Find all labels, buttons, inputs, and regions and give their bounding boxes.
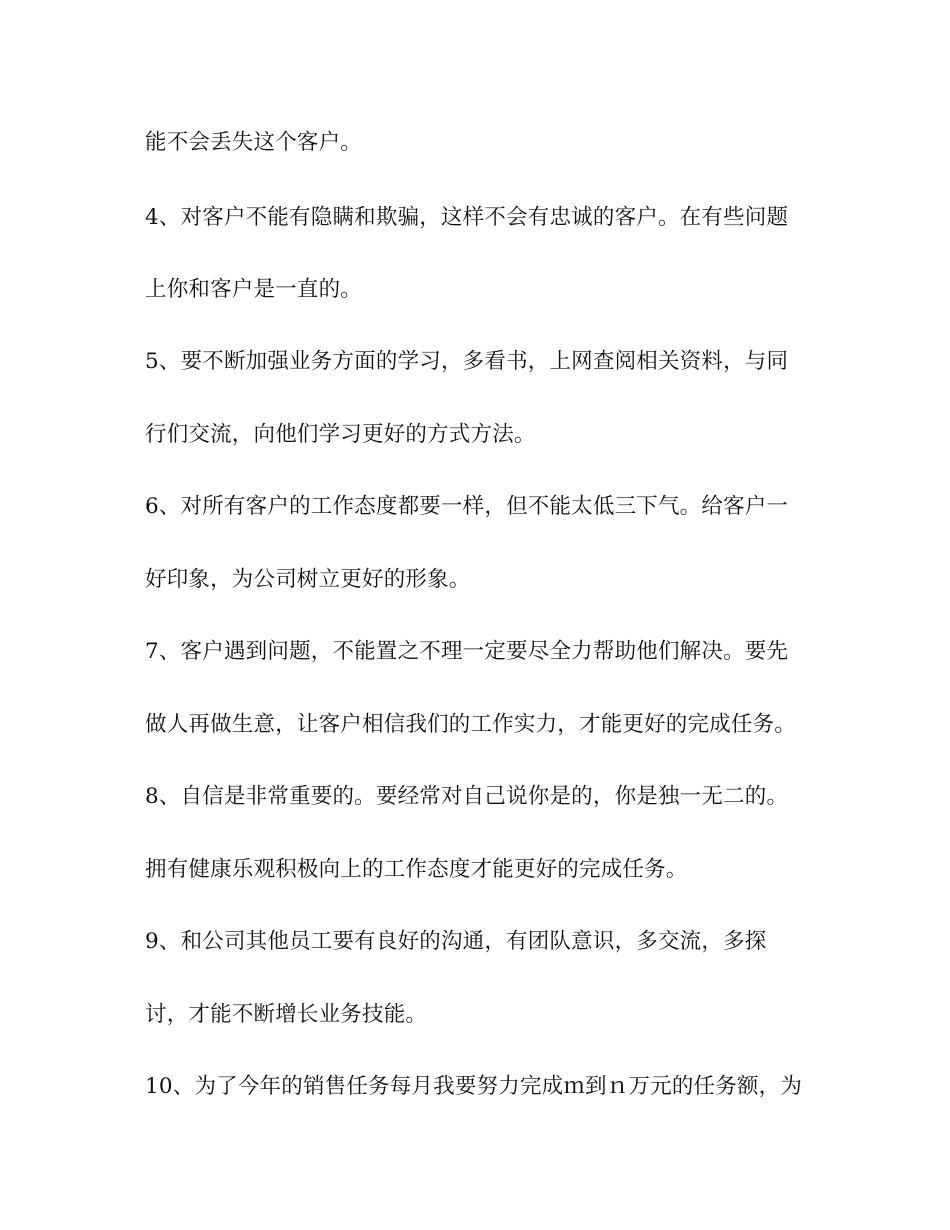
text-line: 10、为了今年的销售任务每月我要努力完成ｍ到ｎ万元的任务额，为 xyxy=(145,1074,803,1099)
text-line: 做人再做生意，让客户相信我们的工作实力，才能更好的完成任务。 xyxy=(145,712,797,737)
text-line: 8、自信是非常重要的。要经常对自己说你是的，你是独一无二的。 xyxy=(145,784,789,809)
text-line: 拥有健康乐观积极向上的工作态度才能更好的完成任务。 xyxy=(145,857,688,882)
text-line: 上你和客户是一直的。 xyxy=(145,277,363,302)
text-line: 6、对所有客户的工作态度都要一样，但不能太低三下气。给客户一 xyxy=(145,494,789,519)
text-line: 4、对客户不能有隐瞒和欺骗，这样不会有忠诚的客户。在有些问题 xyxy=(145,205,789,230)
text-line: 5、要不断加强业务方面的学习，多看书，上网查阅相关资料，与同 xyxy=(145,349,789,374)
text-line: 好印象，为公司树立更好的形象。 xyxy=(145,567,471,592)
text-line: 9、和公司其他员工要有良好的沟通，有团队意识，多交流，多探 xyxy=(145,929,767,954)
text-line: 7、客户遇到问题，不能置之不理一定要尽全力帮助他们解决。要先 xyxy=(145,639,789,664)
text-line: 能不会丢失这个客户。 xyxy=(145,130,363,155)
text-line: 行们交流，向他们学习更好的方式方法。 xyxy=(145,422,536,447)
text-line: 讨，才能不断增长业务技能。 xyxy=(145,1002,428,1027)
